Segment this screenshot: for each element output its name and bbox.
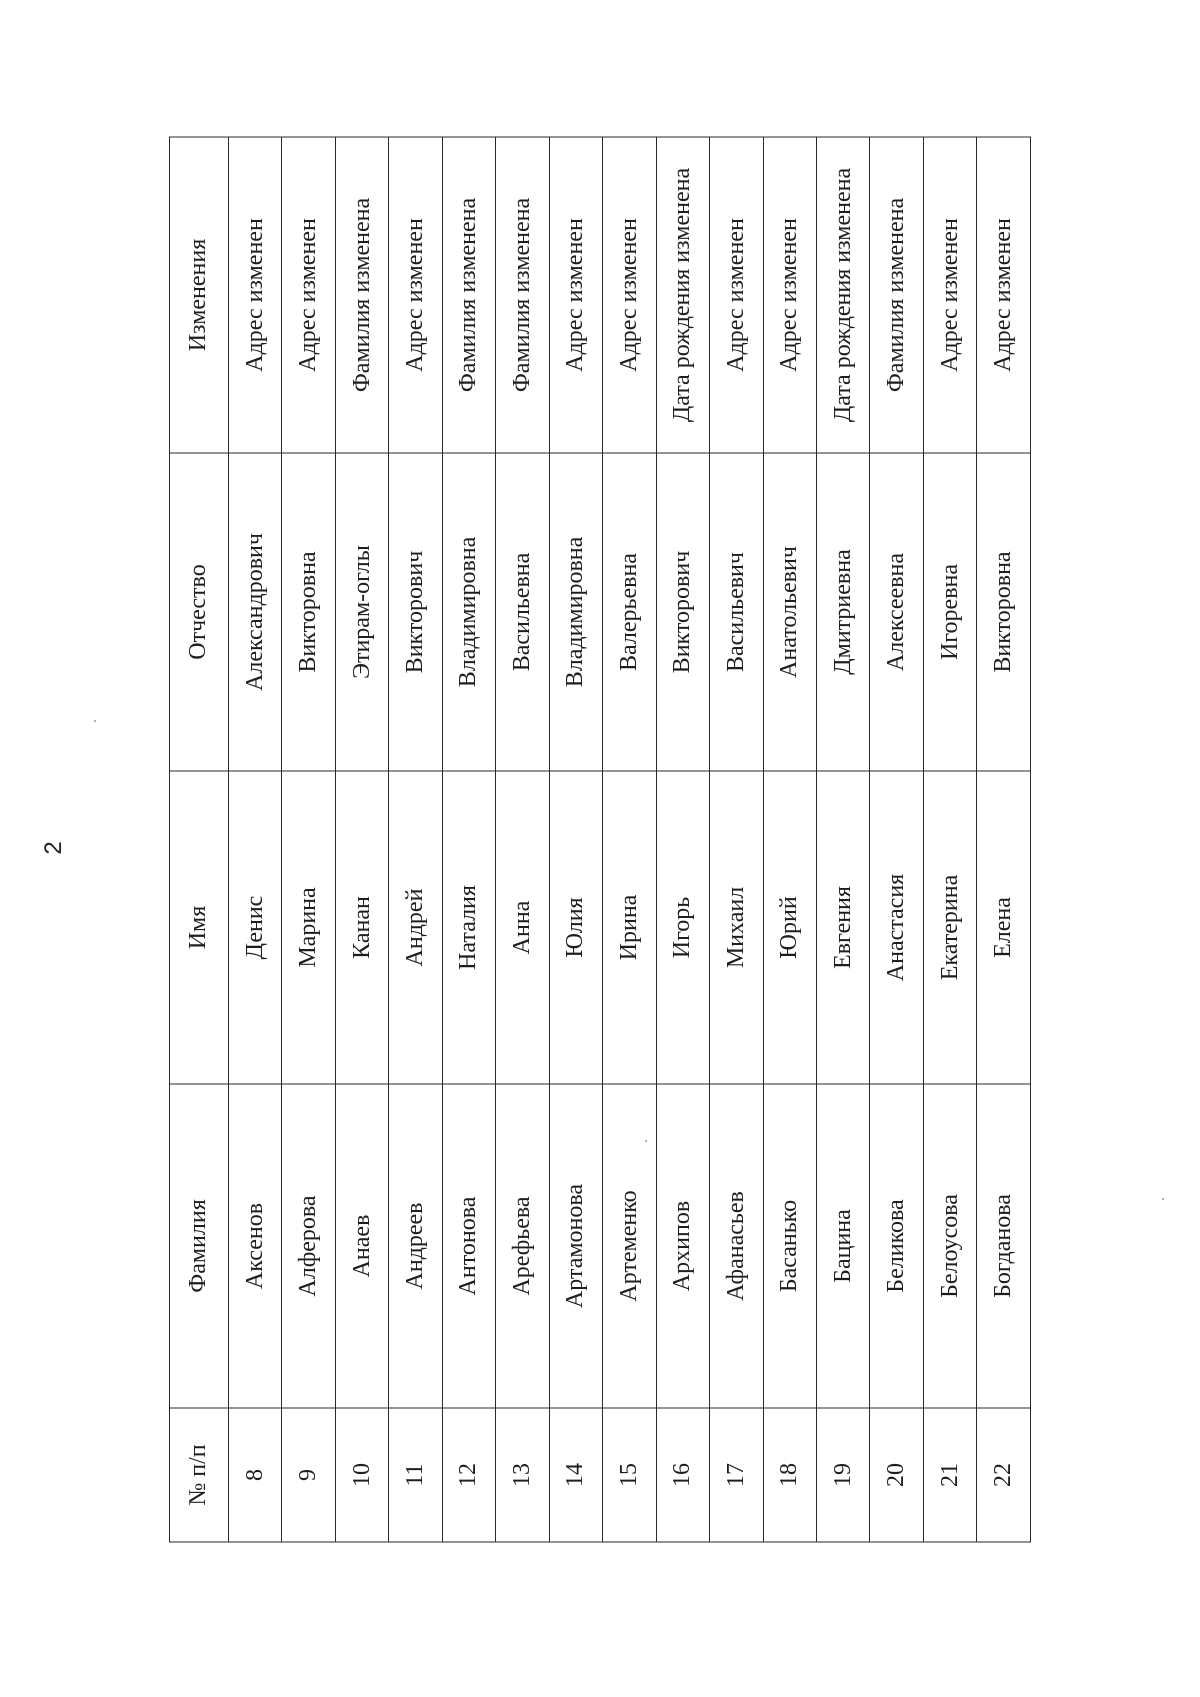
table-row bbox=[870, 137, 923, 1542]
table-row bbox=[335, 137, 388, 1542]
scan-speck bbox=[94, 720, 96, 722]
cell-last-name: Белоусова bbox=[923, 1084, 976, 1408]
cell-last-name: Арефьева bbox=[496, 1084, 549, 1408]
table-row bbox=[816, 137, 869, 1542]
cell-first-name: Канан bbox=[335, 771, 388, 1084]
table-row bbox=[763, 137, 816, 1542]
cell-patronymic: Александрович bbox=[229, 453, 282, 771]
cell-changes: Фамилия изменена bbox=[870, 137, 923, 453]
table-header-row bbox=[170, 137, 229, 1542]
cell-number: 22 bbox=[977, 1408, 1031, 1542]
cell-number: 17 bbox=[710, 1408, 763, 1542]
cell-changes: Дата рождения изменена bbox=[816, 137, 869, 453]
cell-first-name: Наталия bbox=[442, 771, 495, 1084]
table-row bbox=[496, 137, 549, 1542]
table-row bbox=[977, 137, 1031, 1542]
header-patronymic: Отчество bbox=[170, 453, 229, 771]
cell-number: 14 bbox=[549, 1408, 602, 1542]
cell-last-name: Бацина bbox=[816, 1084, 869, 1408]
cell-changes: Адрес изменен bbox=[549, 137, 602, 453]
scan-speck bbox=[1162, 1198, 1164, 1200]
cell-last-name: Артеменко bbox=[603, 1084, 656, 1408]
cell-changes: Адрес изменен bbox=[977, 137, 1031, 453]
cell-patronymic: Васильевна bbox=[496, 453, 549, 771]
changes-table bbox=[169, 137, 1031, 1543]
cell-changes: Адрес изменен bbox=[603, 137, 656, 453]
table-row bbox=[603, 137, 656, 1542]
cell-number: 20 bbox=[870, 1408, 923, 1542]
cell-changes: Дата рождения изменена bbox=[656, 137, 709, 453]
cell-first-name: Юлия bbox=[549, 771, 602, 1084]
cell-number: 19 bbox=[816, 1408, 869, 1542]
rotated-table-container bbox=[169, 138, 1031, 1543]
cell-first-name: Ирина bbox=[603, 771, 656, 1084]
cell-first-name: Евгения bbox=[816, 771, 869, 1084]
table-row bbox=[389, 137, 442, 1542]
cell-patronymic: Викторовна bbox=[977, 453, 1031, 771]
cell-first-name: Денис bbox=[229, 771, 282, 1084]
cell-last-name: Алферова bbox=[282, 1084, 335, 1408]
table-row bbox=[549, 137, 602, 1542]
cell-last-name: Андреев bbox=[389, 1084, 442, 1408]
cell-first-name: Елена bbox=[977, 771, 1031, 1084]
cell-last-name: Артамонова bbox=[549, 1084, 602, 1408]
cell-last-name: Богданова bbox=[977, 1084, 1031, 1408]
cell-patronymic: Владимировна bbox=[442, 453, 495, 771]
header-number: № п/п bbox=[170, 1408, 229, 1542]
header-first-name: Имя bbox=[170, 771, 229, 1084]
cell-changes: Адрес изменен bbox=[710, 137, 763, 453]
cell-changes: Адрес изменен bbox=[763, 137, 816, 453]
cell-changes: Фамилия изменена bbox=[496, 137, 549, 453]
cell-number: 9 bbox=[282, 1408, 335, 1542]
table-row bbox=[442, 137, 495, 1542]
cell-first-name: Андрей bbox=[389, 771, 442, 1084]
cell-changes: Адрес изменен bbox=[389, 137, 442, 453]
cell-patronymic: Валерьевна bbox=[603, 453, 656, 771]
cell-first-name: Михаил bbox=[710, 771, 763, 1084]
cell-patronymic: Алексеевна bbox=[870, 453, 923, 771]
table-row bbox=[656, 137, 709, 1542]
header-changes: Изменения bbox=[170, 137, 229, 453]
table-row bbox=[710, 137, 763, 1542]
cell-number: 15 bbox=[603, 1408, 656, 1542]
cell-last-name: Аксенов bbox=[229, 1084, 282, 1408]
cell-first-name: Юрий bbox=[763, 771, 816, 1084]
cell-changes: Адрес изменен bbox=[923, 137, 976, 453]
header-last-name: Фамилия bbox=[170, 1084, 229, 1408]
cell-number: 11 bbox=[389, 1408, 442, 1542]
cell-patronymic: Владимировна bbox=[549, 453, 602, 771]
cell-patronymic: Анатольевич bbox=[763, 453, 816, 771]
cell-number: 12 bbox=[442, 1408, 495, 1542]
cell-first-name: Игорь bbox=[656, 771, 709, 1084]
cell-changes: Адрес изменен bbox=[229, 137, 282, 453]
page-number: 2 bbox=[40, 841, 67, 855]
cell-number: 18 bbox=[763, 1408, 816, 1542]
cell-changes: Фамилия изменена bbox=[335, 137, 388, 453]
cell-patronymic: Викторович bbox=[656, 453, 709, 771]
cell-patronymic: Этирам-оглы bbox=[335, 453, 388, 771]
cell-last-name: Беликова bbox=[870, 1084, 923, 1408]
table-row bbox=[229, 137, 282, 1542]
cell-number: 13 bbox=[496, 1408, 549, 1542]
table-row bbox=[282, 137, 335, 1542]
cell-changes: Фамилия изменена bbox=[442, 137, 495, 453]
cell-patronymic: Викторович bbox=[389, 453, 442, 771]
cell-last-name: Афанасьев bbox=[710, 1084, 763, 1408]
cell-patronymic: Васильевич bbox=[710, 453, 763, 771]
table-row bbox=[923, 137, 976, 1542]
cell-patronymic: Дмитриевна bbox=[816, 453, 869, 771]
cell-first-name: Анна bbox=[496, 771, 549, 1084]
cell-last-name: Анаев bbox=[335, 1084, 388, 1408]
cell-patronymic: Викторовна bbox=[282, 453, 335, 771]
cell-last-name: Басанько bbox=[763, 1084, 816, 1408]
cell-first-name: Марина bbox=[282, 771, 335, 1084]
cell-first-name: Екатерина bbox=[923, 771, 976, 1084]
cell-changes: Адрес изменен bbox=[282, 137, 335, 453]
cell-number: 10 bbox=[335, 1408, 388, 1542]
cell-last-name: Архипов bbox=[656, 1084, 709, 1408]
scan-speck bbox=[645, 1140, 647, 1142]
cell-number: 21 bbox=[923, 1408, 976, 1542]
cell-number: 8 bbox=[229, 1408, 282, 1542]
cell-first-name: Анастасия bbox=[870, 771, 923, 1084]
cell-patronymic: Игоревна bbox=[923, 453, 976, 771]
cell-number: 16 bbox=[656, 1408, 709, 1542]
cell-last-name: Антонова bbox=[442, 1084, 495, 1408]
